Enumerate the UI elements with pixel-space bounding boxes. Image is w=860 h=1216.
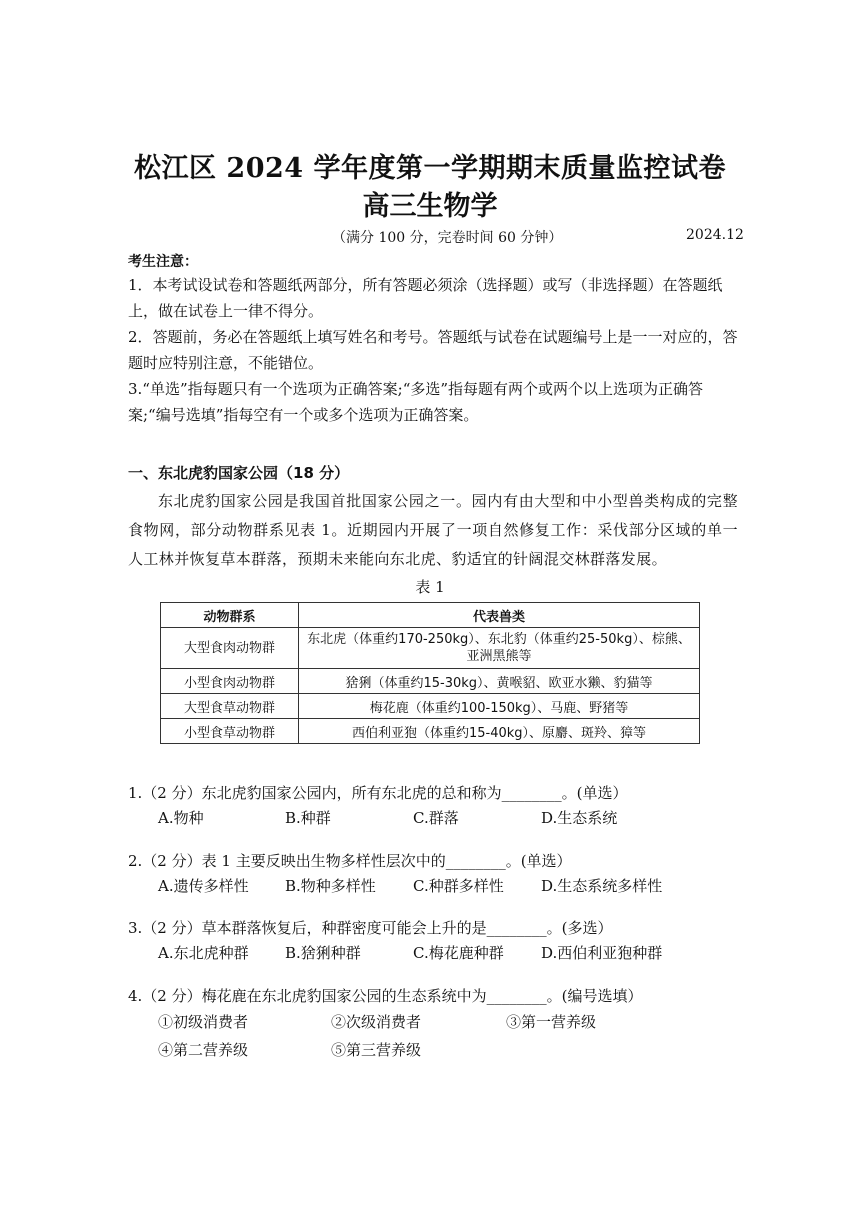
table-cell-group: 小型食草动物群 — [161, 719, 299, 744]
table-cell-group: 大型食肉动物群 — [161, 628, 299, 669]
section-heading: 一、东北虎豹国家公园（18 分） — [128, 464, 350, 482]
question-4 — [128, 984, 748, 1064]
table-header-row — [161, 603, 700, 628]
option-d[interactable]: D.生态系统多样性 — [541, 877, 663, 895]
table-cell-group: 小型食肉动物群 — [161, 669, 299, 694]
question-options — [128, 873, 748, 899]
notice-item-1: 1．本考试设试卷和答题纸两部分，所有答题必须涂（选择题）或写（非选择题）在答题纸上，做在试卷上一律不得分。 — [128, 276, 723, 320]
option-a[interactable]: A.东北虎种群 — [158, 944, 249, 962]
table-header-group: 动物群系 — [161, 603, 299, 628]
question-1 — [128, 781, 748, 831]
question-stem: 2.（2 分）表 1 主要反映出生物多样性层次中的________。(单选） — [128, 852, 572, 870]
option-2[interactable]: ②次级消费者 — [331, 1013, 422, 1031]
notice-heading: 考生注意： — [128, 254, 198, 270]
option-a[interactable]: A.物种 — [158, 809, 204, 827]
question-options — [128, 940, 748, 966]
option-d[interactable]: D.生态系统 — [541, 809, 618, 827]
option-b[interactable]: B.种群 — [285, 809, 331, 827]
notice-item-2: 2．答题前，务必在答题纸上填写姓名和考号。答题纸与试卷在试题编号上是一一对应的，答题时应特别注意，不能错位。 — [128, 328, 738, 372]
option-c[interactable]: C.种群多样性 — [413, 877, 504, 895]
question-3 — [128, 916, 748, 966]
table-header-species: 代表兽类 — [299, 603, 700, 628]
notice-item-3: 3.“单选”指每题只有一个选项为正确答案;“多选”指每题有两个或两个以上选项为正确答案;“编号选填”指每空有一个或多个选项为正确答案。 — [128, 380, 704, 424]
question-options — [128, 805, 748, 831]
table-row — [161, 669, 700, 694]
table-row — [161, 694, 700, 719]
exam-date: 2024.12 — [686, 227, 744, 243]
question-2 — [128, 849, 748, 899]
option-1[interactable]: ①初级消费者 — [158, 1013, 249, 1031]
question-stem: 3.（2 分）草本群落恢复后，种群密度可能会上升的是________。(多选） — [128, 919, 613, 937]
fauna-table — [160, 602, 700, 744]
table-cell-species: 东北虎（体重约170-250kg）、东北豹（体重约25-50kg）、棕熊、亚洲黑熊等 — [299, 628, 700, 669]
exam-info: （满分 100 分，完卷时间 60 分钟） — [332, 230, 563, 246]
question-stem: 4.（2 分）梅花鹿在东北虎豹国家公园的生态系统中为________。(编号选填） — [128, 987, 643, 1005]
option-b[interactable]: B.物种多样性 — [285, 877, 376, 895]
table-cell-species: 梅花鹿（体重约100-150kg）、马鹿、野猪等 — [299, 694, 700, 719]
question-options — [128, 1036, 748, 1064]
exam-title: 松江区 2024 学年度第一学期期末质量监控试卷 — [134, 153, 726, 184]
option-b[interactable]: B.猞猁种群 — [285, 944, 361, 962]
table-cell-group: 大型食草动物群 — [161, 694, 299, 719]
option-5[interactable]: ⑤第三营养级 — [331, 1041, 422, 1059]
option-c[interactable]: C.梅花鹿种群 — [413, 944, 504, 962]
table-caption: 表 1 — [415, 578, 445, 596]
option-a[interactable]: A.遗传多样性 — [158, 877, 249, 895]
question-stem: 1.（2 分）东北虎豹国家公园内，所有东北虎的总和称为________。(单选） — [128, 784, 628, 802]
table-row — [161, 719, 700, 744]
option-3[interactable]: ③第一营养级 — [506, 1013, 597, 1031]
table-cell-species: 西伯利亚狍（体重约15-40kg）、原麝、斑羚、獐等 — [299, 719, 700, 744]
table-row — [161, 628, 700, 669]
option-c[interactable]: C.群落 — [413, 809, 459, 827]
section-intro: 东北虎豹国家公园是我国首批国家公园之一。园内有由大型和中小型兽类构成的完整食物网，部分动物群系见表 1。近期园内开展了一项自然修复工作：采伐部分区域的单一人工林并恢复草本群落，预期未来能向东北虎、豹适宜的针阔混交林群落发展。 — [128, 492, 738, 568]
question-options — [128, 1008, 748, 1036]
option-d[interactable]: D.西伯利亚狍种群 — [541, 944, 663, 962]
option-4[interactable]: ④第二营养级 — [158, 1041, 249, 1059]
exam-subject: 高三生物学 — [362, 191, 498, 222]
table-cell-species: 猞猁（体重约15-30kg）、黄喉貂、欧亚水獭、豹猫等 — [299, 669, 700, 694]
